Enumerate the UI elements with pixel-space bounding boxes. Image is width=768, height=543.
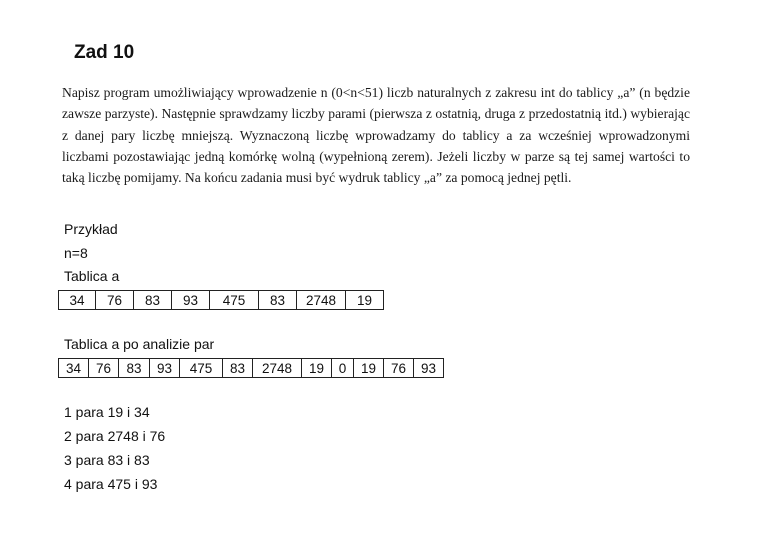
pair-line: 3 para 83 i 83 [64, 452, 150, 468]
result-cell: 93 [414, 359, 444, 378]
result-cell: 0 [332, 359, 354, 378]
result-cell: 19 [302, 359, 332, 378]
array-cell: 83 [259, 291, 297, 310]
result-cell: 475 [180, 359, 223, 378]
array-cell: 83 [134, 291, 172, 310]
task-title: Zad 10 [74, 42, 135, 63]
input-array-table [58, 290, 384, 310]
result-cell: 19 [354, 359, 384, 378]
example-heading: Przykład [64, 221, 118, 237]
array-cell: 93 [172, 291, 210, 310]
pair-line: 4 para 475 i 93 [64, 476, 158, 492]
result-cell: 93 [150, 359, 180, 378]
result-cell: 34 [59, 359, 89, 378]
pair-line: 1 para 19 i 34 [64, 404, 150, 420]
array-cell: 475 [210, 291, 259, 310]
array-label: Tablica a [64, 268, 120, 284]
array-cell: 19 [346, 291, 384, 310]
task-description: Napisz program umożliwiający wprowadzenie n (0<n<51) liczb naturalnych z zakresu int do tablicy „a” (n będzie zawsze parzyste). Następnie sprawdzamy liczby parami (pierwsza z ostatnią, druga z przedostatnią itd.) wybierając z danej pary liczbę mniejszą. Wyznaczoną liczbę wprowadzamy do tablicy a za wcześniej wprowadzonymi liczbami pozostawiając jedną komórkę wolną (wypełnioną zerem). Jeżeli liczby w parze są tej samej wartości to taką liczbę pomijamy. Na końcu zadania musi być wydruk tablicy „a” za pomocą jednej pętli. [62, 85, 690, 186]
result-cell: 83 [119, 359, 150, 378]
result-cell: 76 [384, 359, 414, 378]
n-value-line: n=8 [64, 245, 88, 261]
array-cell: 76 [96, 291, 134, 310]
result-cell: 83 [223, 359, 253, 378]
result-array-table [58, 358, 444, 378]
array-cell: 34 [59, 291, 96, 310]
pair-line: 2 para 2748 i 76 [64, 428, 166, 444]
array-cell: 2748 [297, 291, 346, 310]
result-cell: 2748 [253, 359, 302, 378]
result-array-label: Tablica a po analizie par [64, 336, 215, 352]
result-cell: 76 [89, 359, 119, 378]
